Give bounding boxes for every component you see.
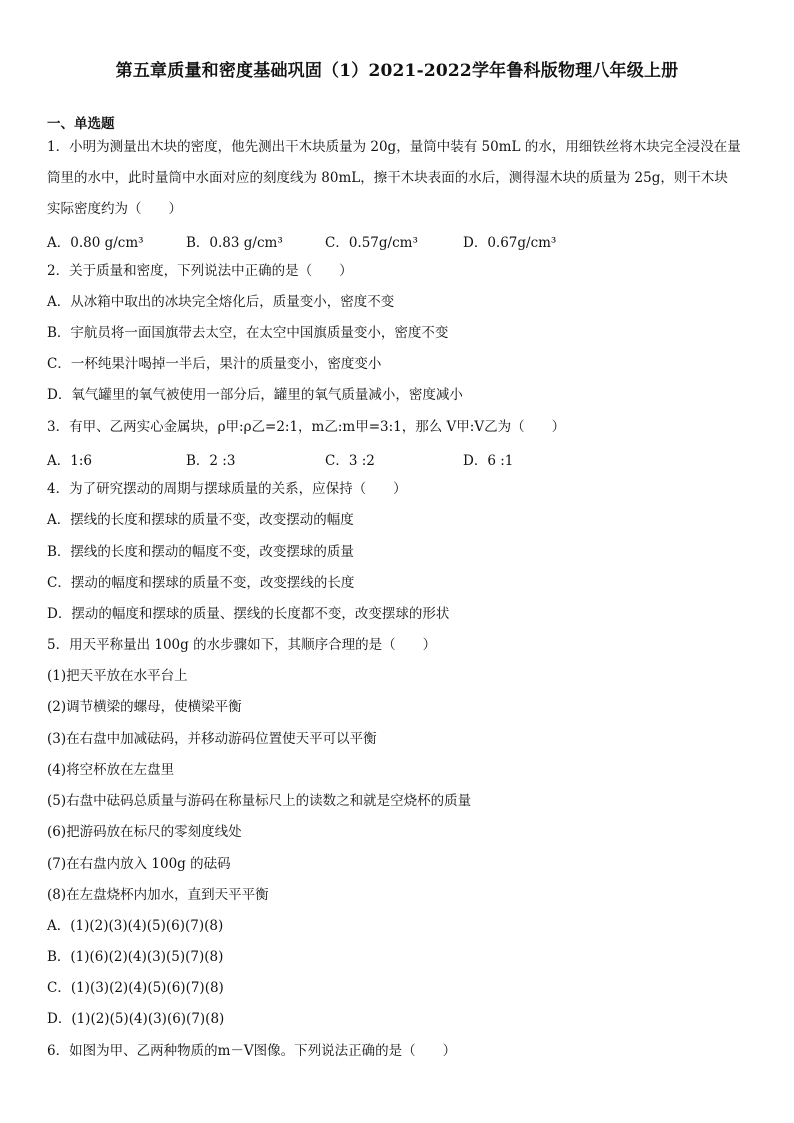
- q5-step-8: (8)在左盘烧杯内加水，直到天平平衡: [47, 887, 269, 903]
- document-title: 第五章质量和密度基础巩固（1）2021-2022学年鲁科版物理八年级上册: [115, 61, 679, 81]
- q1-option-c[interactable]: C．0.57g/cm³: [325, 235, 418, 251]
- q4-stem: 4．为了研究摆动的周期与摆球质量的关系，应保持（ ）: [47, 481, 407, 497]
- q5-step-4: (4)将空杯放在左盘里: [47, 762, 175, 778]
- q2-option-c[interactable]: C．一杯纯果汁喝掉一半后，果汁的质量变小，密度变小: [47, 356, 382, 372]
- q4-option-b[interactable]: B．摆线的长度和摆动的幅度不变，改变摆球的质量: [47, 544, 354, 560]
- q5-option-c[interactable]: C．(1)(3)(2)(4)(5)(6)(7)(8): [47, 980, 224, 996]
- q4-option-a[interactable]: A．摆线的长度和摆球的质量不变，改变摆动的幅度: [47, 512, 354, 528]
- q3-option-a[interactable]: A．1:6: [47, 453, 92, 469]
- q2-option-a[interactable]: A．从冰箱中取出的冰块完全熔化后，质量变小，密度不变: [47, 294, 395, 310]
- q5-step-6: (6)把游码放在标尺的零刻度线处: [47, 824, 242, 840]
- q4-option-d[interactable]: D．摆动的幅度和摆球的质量、摆线的长度都不变，改变摆球的形状: [47, 606, 450, 622]
- q5-option-a[interactable]: A．(1)(2)(3)(4)(5)(6)(7)(8): [47, 918, 224, 934]
- q5-option-b[interactable]: B．(1)(6)(2)(4)(3)(5)(7)(8): [47, 949, 224, 965]
- q2-stem: 2．关于质量和密度，下列说法中正确的是（ ）: [47, 263, 353, 279]
- q1-option-a[interactable]: A．0.80 g/cm³: [47, 235, 144, 251]
- q5-stem: 5．用天平称量出 100g 的水步骤如下，其顺序合理的是（ ）: [47, 637, 437, 653]
- q5-step-2: (2)调节横梁的螺母，使横梁平衡: [47, 699, 242, 715]
- q2-option-d[interactable]: D．氧气罐里的氧气被使用一部分后，罐里的氧气质量减小，密度减小: [47, 387, 463, 403]
- q1-option-b[interactable]: B．0.83 g/cm³: [186, 235, 283, 251]
- q1-stem-line2: 筒里的水中，此时量筒中水面对应的刻度线为 80mL，擦干木块表面的水后，测得湿木块的质量为 25g，则干木块: [47, 170, 728, 186]
- q1-option-d[interactable]: D．0.67g/cm³: [463, 235, 557, 251]
- q3-option-b[interactable]: B．2 :3: [186, 453, 236, 469]
- q2-option-b[interactable]: B．宇航员将一面国旗带去太空，在太空中国旗质量变小，密度不变: [47, 325, 449, 341]
- q3-option-c[interactable]: C．3 :2: [325, 453, 375, 469]
- q5-option-d[interactable]: D．(1)(2)(5)(4)(3)(6)(7)(8): [47, 1011, 225, 1027]
- q1-stem-line3: 实际密度约为（ ）: [47, 201, 182, 217]
- q5-step-5: (5)右盘中砝码总质量与游码在称量标尺上的读数之和就是空烧杯的质量: [47, 793, 472, 809]
- q5-step-1: (1)把天平放在水平台上: [47, 668, 188, 684]
- q5-step-7: (7)在右盘内放入 100g 的砝码: [47, 856, 231, 872]
- section-heading: 一、单选题: [47, 116, 115, 132]
- q1-stem-line1: 1．小明为测量出木块的密度，他先测出干木块质量为 20g，量筒中装有 50mL 的水，用细铁丝将木块完全浸没在量: [47, 139, 741, 155]
- q5-step-3: (3)在右盘中加减砝码，并移动游码位置使天平可以平衡: [47, 731, 377, 747]
- q3-stem: 3．有甲、乙两实心金属块，ρ甲:ρ乙=2:1，m乙:m甲=3:1，那么 V甲:V乙为（ ）: [47, 419, 566, 435]
- q4-option-c[interactable]: C．摆动的幅度和摆球的质量不变，改变摆线的长度: [47, 575, 355, 591]
- q3-option-d[interactable]: D．6 :1: [463, 453, 514, 469]
- q6-stem: 6．如图为甲、乙两种物质的m－V图像。下列说法正确的是（ ）: [47, 1043, 457, 1059]
